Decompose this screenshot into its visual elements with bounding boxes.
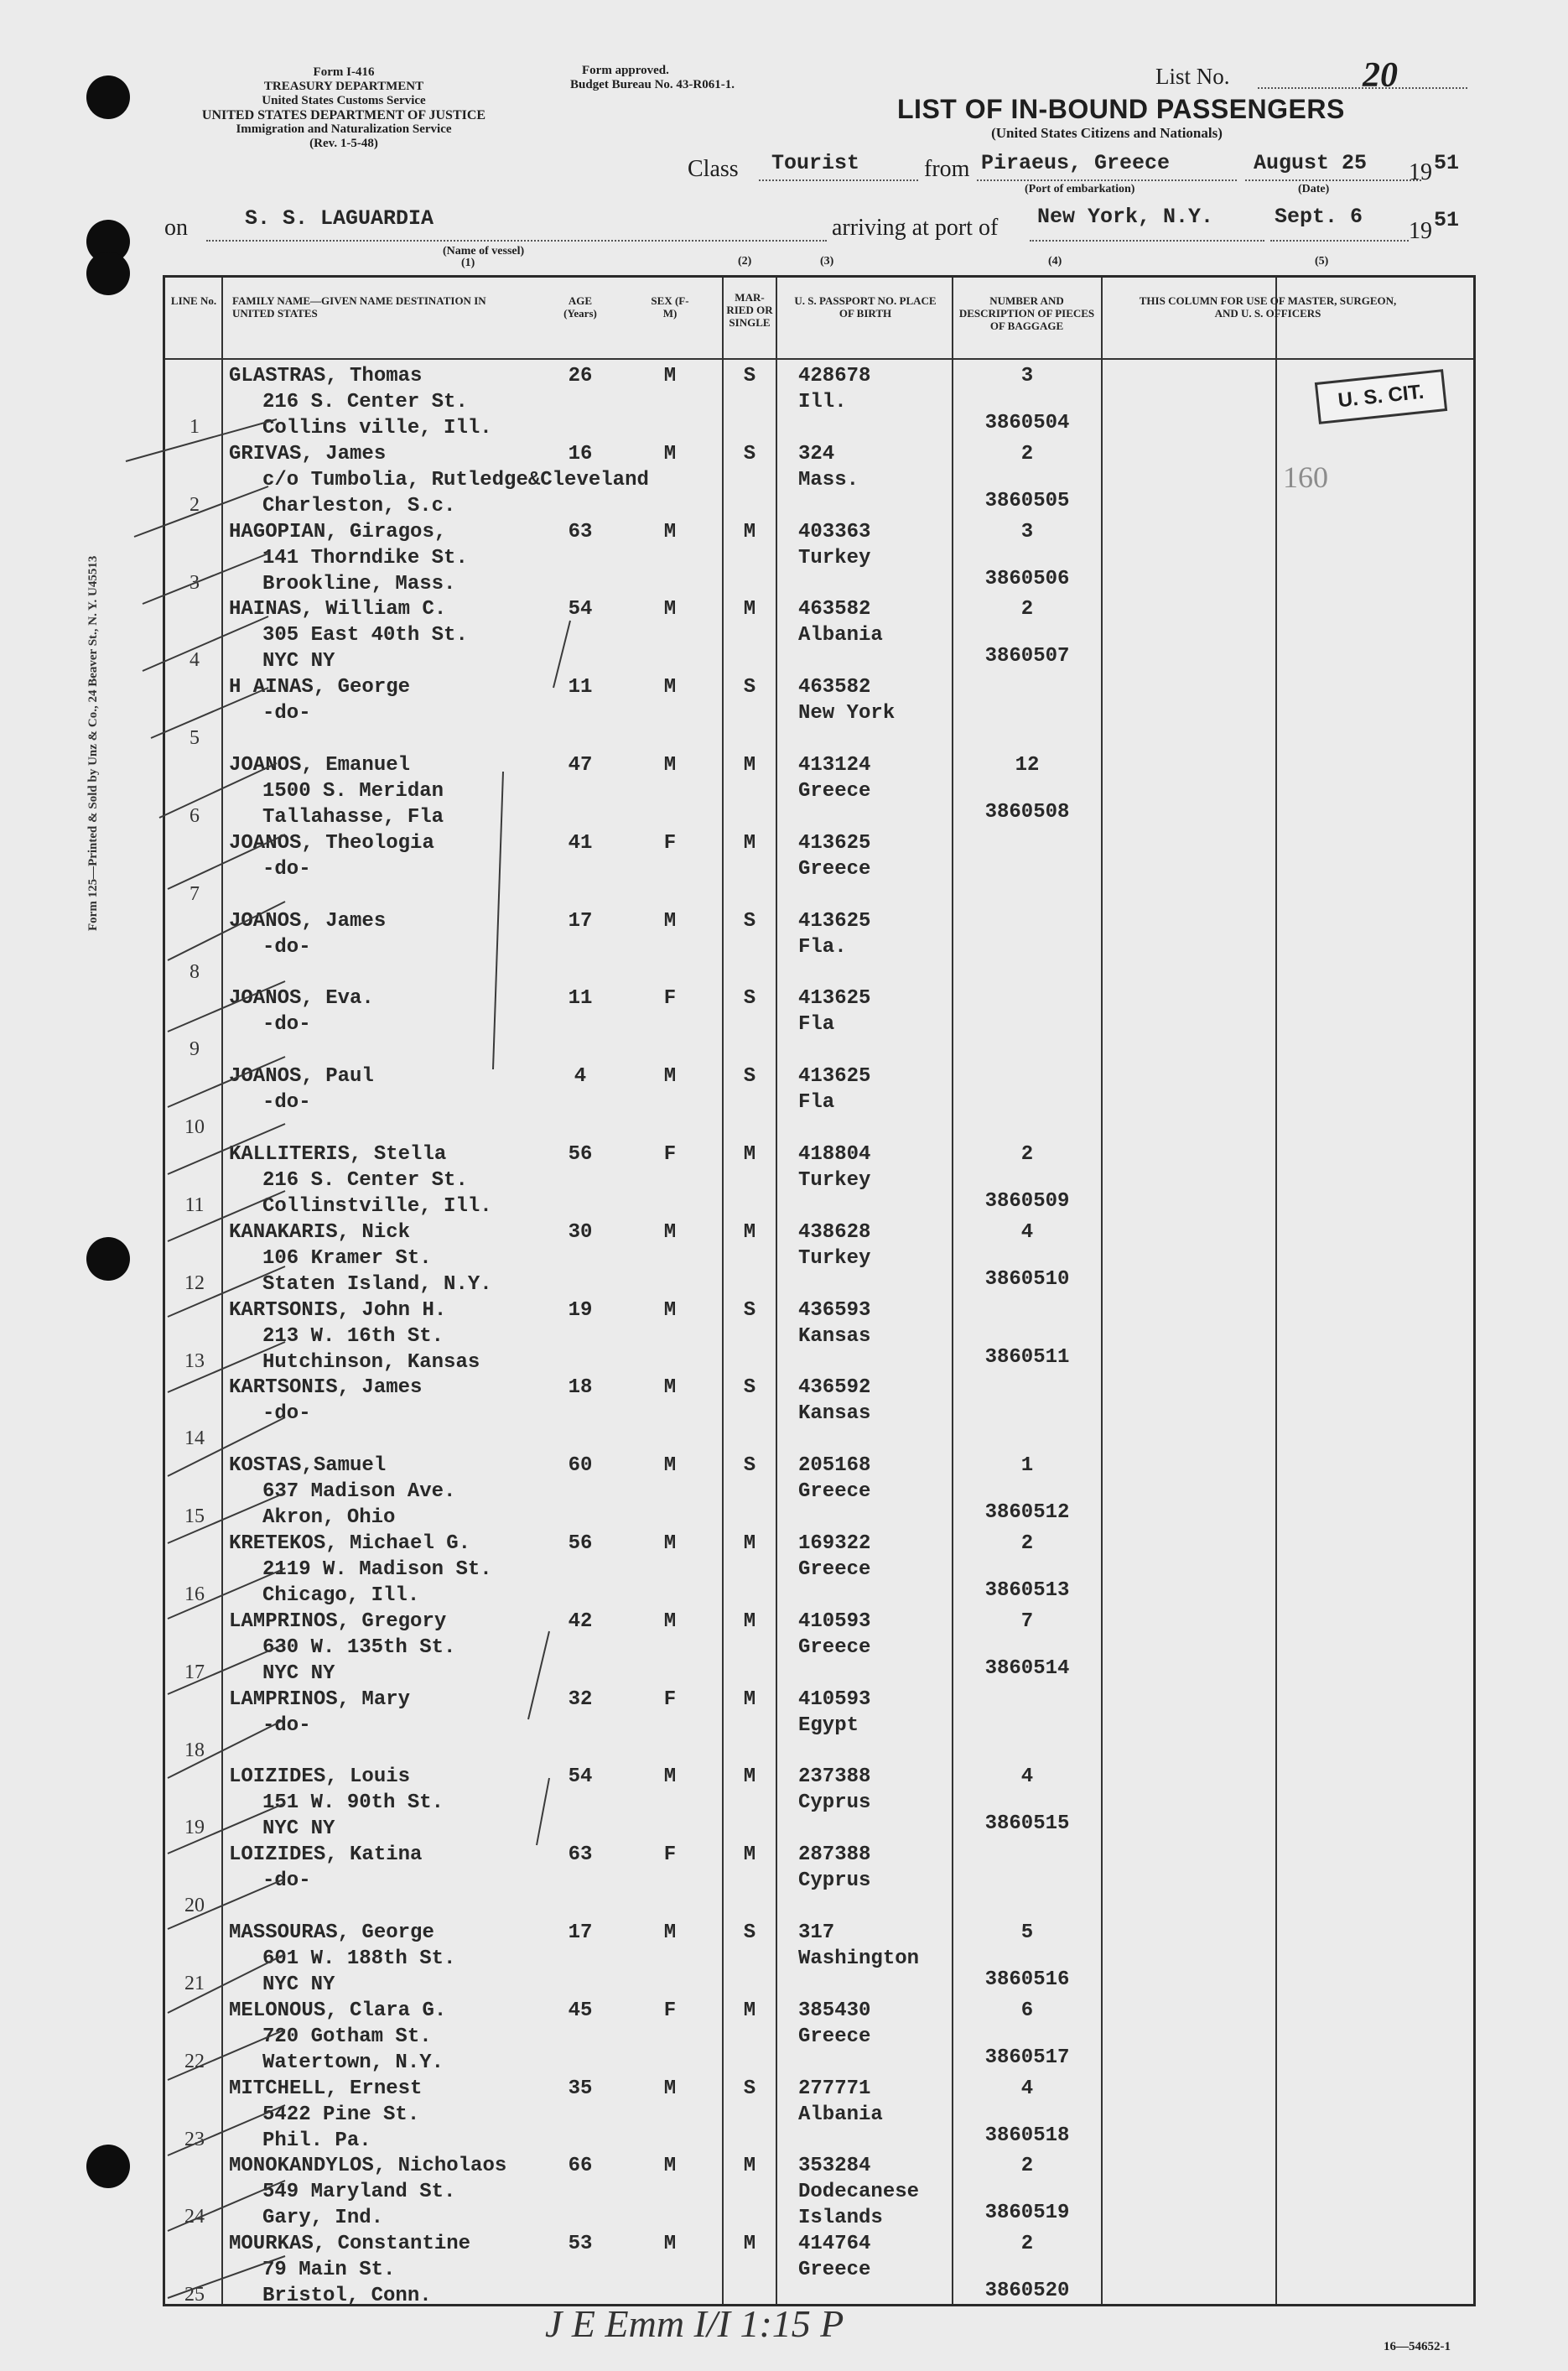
rev-date: (Rev. 1-5-48) [309, 137, 378, 150]
date-value: August 25 [1254, 151, 1368, 175]
baggage-count: 12 [1015, 754, 1040, 777]
sex-value: M [663, 520, 677, 543]
baggage-count: 4 [1020, 2077, 1034, 2100]
line-number: 25 [184, 2284, 205, 2306]
sex-value: M [663, 2233, 677, 2256]
place-of-birth: Fla [798, 1091, 835, 1115]
baggage-ticket: 3860518 [984, 2124, 1070, 2147]
baggage-count: 4 [1020, 1220, 1034, 1244]
line-number: 16 [184, 1583, 205, 1605]
passport-number: 428678 [798, 365, 871, 387]
age-value: 42 [568, 1609, 593, 1633]
colhead-name: FAMILY NAME—GIVEN NAME DESTINATION IN UNITED STATES [232, 294, 486, 320]
passport-number: 277771 [798, 2077, 871, 2100]
passenger-name: HAINAS, William C. [229, 598, 447, 621]
address-line-1: -do- [262, 1091, 311, 1115]
address-line-1: 5422 Pine St. [262, 2103, 420, 2126]
marital-status: S [743, 1376, 756, 1400]
vessel-value: S. S. LAGUARDIA [245, 206, 434, 231]
passenger-name: KANAKARIS, Nick [229, 1220, 411, 1244]
baggage-ticket: 3860505 [984, 489, 1070, 512]
passport-number: 413625 [798, 831, 871, 855]
passenger-name: KALLITERIS, Stella [229, 1143, 447, 1166]
arriving-label: arriving at port of [832, 215, 999, 241]
passport-number: 169322 [798, 1532, 871, 1555]
baggage-ticket: 3860520 [984, 2280, 1070, 2303]
marital-status: M [743, 2155, 756, 2178]
marital-status: M [743, 831, 756, 855]
sex-value: M [663, 1454, 677, 1478]
passenger-name: H AINAS, George [229, 676, 411, 699]
passenger-name: LAMPRINOS, Gregory [229, 1609, 447, 1633]
baggage-ticket: 3860515 [984, 1812, 1070, 1836]
passport-number: 287388 [798, 1843, 871, 1867]
baggage-ticket: 3860511 [984, 1345, 1070, 1369]
ins-service: Immigration and Naturalization Service [236, 122, 452, 136]
marital-status: S [743, 1298, 756, 1322]
address-line-1: 213 W. 16th St. [262, 1324, 444, 1348]
justice-dept: UNITED STATES DEPARTMENT OF JUSTICE [201, 108, 486, 122]
passport-number: 385430 [798, 1999, 871, 2022]
passenger-name: JOANOS, James [229, 909, 387, 933]
place-of-birth: Greece [798, 857, 871, 881]
place-of-birth: Fla [798, 1013, 835, 1037]
line-number: 7 [190, 882, 200, 905]
baggage-count: 5 [1020, 1921, 1034, 1944]
passenger-name: JOANOS, Eva. [229, 987, 374, 1011]
age-value: 60 [568, 1454, 593, 1478]
age-value: 17 [568, 909, 593, 933]
colhead-line: LINE No. [170, 294, 217, 307]
address-line-1: -do- [262, 702, 311, 725]
class-value: Tourist [771, 151, 860, 175]
col-index-1: (1) [461, 257, 475, 269]
age-value: 17 [568, 1921, 593, 1944]
marital-status: S [743, 1921, 756, 1944]
passenger-name: KRETEKOS, Michael G. [229, 1532, 471, 1555]
marital-status: M [743, 1843, 756, 1867]
footer-form-code: 16—54652-1 [1384, 2340, 1451, 2353]
colhead-baggage: NUMBER AND DESCRIPTION OF PIECES OF BAGGAGE [958, 294, 1095, 332]
address-line-1: -do- [262, 1713, 311, 1737]
address-line-1: -do- [262, 857, 311, 881]
passenger-name: LOIZIDES, Louis [229, 1765, 411, 1789]
line-number: 24 [184, 2206, 205, 2228]
address-line-1: 2119 W. Madison St. [262, 1558, 492, 1581]
place-of-birth: New York [798, 702, 896, 725]
address-line-1: 720 Gotham St. [262, 2025, 432, 2048]
baggage-count: 3 [1020, 365, 1034, 387]
sex-value: M [663, 365, 677, 387]
marital-status: M [743, 598, 756, 621]
passenger-name: JOANOS, Emanuel [229, 754, 411, 777]
marital-status: M [743, 2233, 756, 2256]
passport-number: 317 [798, 1921, 835, 1944]
us-citizen-stamp: U. S. CIT. [1315, 369, 1447, 424]
place-of-birth: Albania [798, 2103, 883, 2126]
sex-value: M [663, 1065, 677, 1089]
line-number: 2 [190, 493, 200, 516]
form-approved: Form approved. [582, 64, 669, 77]
line-number: 10 [184, 1116, 205, 1139]
address-line-1: -do- [262, 1869, 311, 1893]
marital-status: M [743, 1687, 756, 1711]
place-of-birth: Turkey [798, 1246, 871, 1270]
sex-value: M [663, 2077, 677, 2100]
address-line-2: Charleston, S.c. [262, 494, 456, 517]
address-line-2: NYC NY [262, 1973, 335, 1996]
passport-number: 418804 [798, 1143, 871, 1166]
age-value: 4 [574, 1065, 587, 1089]
list-number-value: 20 [1363, 56, 1398, 95]
address-line-2: Watertown, N.Y. [262, 2051, 444, 2074]
passenger-name: JOANOS, Paul [229, 1065, 374, 1089]
address-line-2: Staten Island, N.Y. [262, 1272, 492, 1296]
age-value: 41 [568, 831, 593, 855]
passenger-name: MONOKANDYLOS, Nicholaos [229, 2155, 507, 2178]
date-caption: (Date) [1298, 183, 1330, 195]
address-line-2: Chicago, Ill. [262, 1584, 420, 1607]
place-of-birth: Greece [798, 1635, 871, 1659]
address-line-1: 216 S. Center St. [262, 1169, 468, 1192]
age-value: 19 [568, 1298, 593, 1322]
line-number: 18 [184, 1739, 205, 1761]
passenger-name: MASSOURAS, George [229, 1921, 434, 1944]
sex-value: F [663, 1143, 677, 1166]
sex-value: F [663, 1999, 677, 2022]
passenger-name: LOIZIDES, Katina [229, 1843, 423, 1867]
from-label: from [924, 156, 970, 182]
address-line-1: 305 East 40th St. [262, 624, 468, 647]
passenger-name: GRIVAS, James [229, 442, 387, 465]
sex-value: M [663, 1921, 677, 1944]
baggage-ticket: 3860513 [984, 1579, 1070, 1602]
year-value-1: 51 [1434, 151, 1460, 175]
baggage-count: 7 [1020, 1609, 1034, 1633]
sex-value: M [663, 909, 677, 933]
passenger-name: LAMPRINOS, Mary [229, 1687, 411, 1711]
baggage-ticket: 3860514 [984, 1656, 1070, 1680]
age-value: 63 [568, 520, 593, 543]
sex-value: M [663, 1220, 677, 1244]
sex-value: M [663, 1298, 677, 1322]
address-line-1: -do- [262, 1402, 311, 1426]
place-of-birth: Ill. [798, 391, 847, 413]
address-line-1: 106 Kramer St. [262, 1246, 432, 1270]
passport-number: 205168 [798, 1454, 871, 1478]
treasury-dept: TREASURY DEPARTMENT [263, 80, 424, 93]
passport-number: 413625 [798, 909, 871, 933]
baggage-count: 4 [1020, 1765, 1034, 1789]
baggage-count: 2 [1020, 442, 1034, 465]
age-value: 18 [568, 1376, 593, 1400]
place-of-birth: Washington [798, 1947, 920, 1970]
place-of-birth: Albania [798, 624, 883, 647]
passenger-name: KARTSONIS, James [229, 1376, 423, 1400]
address-line-2: Tallahasse, Fla [262, 806, 444, 829]
age-value: 56 [568, 1143, 593, 1166]
address-line-1: 601 W. 188th St. [262, 1947, 456, 1970]
address-line-1: 637 Madison Ave. [262, 1480, 456, 1504]
place-of-birth: Greece [798, 1558, 871, 1581]
baggage-ticket: 3860512 [984, 1501, 1070, 1525]
age-value: 47 [568, 754, 593, 777]
class-label: Class [688, 156, 739, 182]
place-of-birth: Dodecanese [798, 2181, 920, 2204]
line-number: 17 [184, 1661, 205, 1683]
marital-status: M [743, 1609, 756, 1633]
baggage-count: 2 [1020, 2155, 1034, 2178]
age-value: 54 [568, 1765, 593, 1789]
baggage-ticket: 3860507 [984, 645, 1070, 668]
address-line-1: 1500 S. Meridan [262, 780, 444, 803]
address-line-1: 79 Main St. [262, 2259, 396, 2282]
baggage-count: 2 [1020, 2233, 1034, 2256]
age-value: 66 [568, 2155, 593, 2178]
age-value: 54 [568, 598, 593, 621]
age-value: 53 [568, 2233, 593, 2256]
place-of-birth: Cyprus [798, 1791, 871, 1815]
address-line-2: NYC NY [262, 1661, 335, 1685]
passenger-name: MOURKAS, Constantine [229, 2233, 471, 2256]
vessel-caption: (Name of vessel) [443, 245, 525, 257]
passenger-name: MITCHELL, Ernest [229, 2077, 423, 2100]
line-number: 23 [184, 2128, 205, 2150]
line-number: 4 [190, 649, 200, 672]
marital-status: S [743, 1065, 756, 1089]
line-number: 15 [184, 1505, 205, 1528]
place-of-birth: Turkey [798, 1169, 871, 1192]
sex-value: M [663, 2155, 677, 2178]
port-embark-caption: (Port of embarkation) [1025, 183, 1135, 195]
line-number: 12 [184, 1271, 205, 1294]
age-value: 11 [568, 987, 593, 1011]
age-value: 26 [568, 365, 593, 387]
line-number: 14 [184, 1427, 205, 1450]
colhead-officers: THIS COLUMN FOR USE OF MASTER, SURGEON, AND U. S. OFFICERS [1139, 294, 1397, 320]
age-value: 35 [568, 2077, 593, 2100]
line-number: 8 [190, 960, 200, 983]
sex-value: M [663, 598, 677, 621]
baggage-ticket: 3860517 [984, 2046, 1070, 2069]
age-value: 32 [568, 1687, 593, 1711]
sex-value: M [663, 1376, 677, 1400]
passport-number: 353284 [798, 2155, 871, 2178]
marital-status: S [743, 676, 756, 699]
age-value: 63 [568, 1843, 593, 1867]
sex-value: M [663, 1532, 677, 1555]
on-label: on [164, 215, 188, 241]
age-value: 45 [568, 1999, 593, 2022]
place-of-birth: Kansas [798, 1324, 871, 1348]
address-line-2: NYC NY [262, 1817, 335, 1841]
place-of-birth: Greece [798, 2025, 871, 2048]
colhead-sex: SEX (F-M) [651, 294, 689, 320]
passenger-name: MELONOUS, Clara G. [229, 1999, 447, 2022]
baggage-ticket: 3860508 [984, 801, 1070, 824]
line-number: 11 [184, 1194, 205, 1216]
marital-status: S [743, 365, 756, 387]
side-print-text: Form 125—Printed & Sold by Unz & Co., 24 Beaver St., N. Y. U45513 [86, 555, 100, 931]
address-line-1: 151 W. 90th St. [262, 1791, 444, 1815]
address-line-1: -do- [262, 935, 311, 959]
sex-value: M [663, 1609, 677, 1633]
place-of-birth: Cyprus [798, 1869, 871, 1893]
baggage-ticket: 3860509 [984, 1190, 1070, 1213]
sex-value: M [663, 754, 677, 777]
place-of-birth: Turkey [798, 546, 871, 569]
place-of-birth: Greece [798, 2259, 871, 2282]
address-line-1: c/o Tumbolia, Rutledge&Cleveland [262, 468, 649, 491]
baggage-ticket: 3860519 [984, 2202, 1070, 2225]
arrival-port: New York, N.Y. [1037, 205, 1214, 229]
marital-status: S [743, 2077, 756, 2100]
page-subtitle: (United States Citizens and Nationals) [991, 125, 1223, 141]
marital-status: M [743, 1765, 756, 1789]
baggage-count: 1 [1020, 1454, 1034, 1478]
passenger-name: JOANOS, Theologia [229, 831, 434, 855]
customs-service: United States Customs Service [262, 94, 426, 107]
age-value: 56 [568, 1532, 593, 1555]
place-of-birth-2: Islands [798, 2207, 883, 2230]
marital-status: S [743, 909, 756, 933]
marital-status: M [743, 1143, 756, 1166]
col-index-2: (2) [738, 255, 752, 268]
baggage-count: 2 [1020, 1532, 1034, 1555]
address-line-2: Hutchinson, Kansas [262, 1350, 480, 1374]
line-number: 5 [190, 727, 200, 750]
marital-status: M [743, 1532, 756, 1555]
passenger-name: KOSTAS,Samuel [229, 1454, 387, 1478]
passport-number: 438628 [798, 1220, 871, 1244]
line-number: 19 [184, 1817, 205, 1839]
passport-number: 463582 [798, 676, 871, 699]
baggage-count: 6 [1020, 1999, 1034, 2022]
sex-value: M [663, 676, 677, 699]
annotation-number: 160 [1283, 460, 1328, 494]
line-number: 3 [190, 571, 200, 594]
passport-number: 410593 [798, 1609, 871, 1633]
marital-status: S [743, 442, 756, 465]
place-of-birth: Kansas [798, 1402, 871, 1426]
col-index-4: (4) [1048, 255, 1062, 268]
colhead-passport: U. S. PASSPORT NO. PLACE OF BIRTH [794, 294, 937, 320]
sex-value: F [663, 1687, 677, 1711]
marital-status: M [743, 520, 756, 543]
line-number: 6 [190, 805, 200, 827]
year-value-2: 51 [1434, 208, 1460, 232]
sex-value: F [663, 987, 677, 1011]
passport-number: 324 [798, 442, 835, 465]
colhead-age: AGE (Years) [563, 294, 597, 320]
line-number: 1 [190, 416, 200, 438]
line-number: 21 [184, 1973, 205, 1994]
form-number: Form I-416 [313, 65, 375, 79]
from-value: Piraeus, Greece [981, 151, 1171, 175]
line-number: 22 [184, 2050, 205, 2072]
address-line-2: Bristol, Conn. [262, 2285, 432, 2308]
passport-number: 237388 [798, 1765, 871, 1789]
page-title: LIST OF IN-BOUND PASSENGERS [897, 94, 1345, 124]
sex-value: F [663, 831, 677, 855]
marital-status: M [743, 754, 756, 777]
passport-number: 413124 [798, 754, 871, 777]
address-line-2: Collinstville, Ill. [262, 1195, 492, 1218]
passport-number: 463582 [798, 598, 871, 621]
list-number-label: List No. [1155, 64, 1230, 89]
passenger-name: GLASTRAS, Thomas [229, 365, 423, 387]
line-number: 20 [184, 1895, 205, 1917]
place-of-birth: Greece [798, 780, 871, 803]
place-of-birth: Mass. [798, 468, 859, 491]
passport-number: 413625 [798, 1065, 871, 1089]
sex-value: M [663, 1765, 677, 1789]
address-line-1: 216 S. Center St. [262, 391, 468, 413]
year-prefix-2: 19 [1409, 218, 1432, 244]
footer-handwriting: J E Emm I/I 1:15 P [545, 2302, 844, 2345]
passport-number: 413625 [798, 987, 871, 1011]
place-of-birth: Greece [798, 1480, 871, 1504]
baggage-ticket: 3860506 [984, 567, 1070, 590]
sex-value: M [663, 442, 677, 465]
colhead-married: MAR-RIED OR SINGLE [726, 291, 773, 329]
baggage-count: 3 [1020, 520, 1034, 543]
sex-value: F [663, 1843, 677, 1867]
address-line-2: Gary, Ind. [262, 2207, 384, 2230]
address-line-2: Collins ville, Ill. [262, 417, 492, 439]
passenger-name: HAGOPIAN, Giragos, [229, 520, 447, 543]
place-of-birth: Fla. [798, 935, 847, 959]
address-line-1: 141 Thorndike St. [262, 546, 468, 569]
address-line-1: 630 W. 135th St. [262, 1635, 456, 1659]
age-value: 11 [568, 676, 593, 699]
address-line-2: Phil. Pa. [262, 2129, 371, 2152]
col-index-5: (5) [1315, 255, 1329, 268]
place-of-birth: Egypt [798, 1713, 859, 1737]
address-line-1: 549 Maryland St. [262, 2181, 456, 2204]
line-number: 13 [184, 1349, 205, 1372]
col-index-3: (3) [820, 255, 834, 268]
arrival-date: Sept. 6 [1275, 205, 1363, 229]
passport-number: 436593 [798, 1298, 871, 1322]
age-value: 30 [568, 1220, 593, 1244]
baggage-ticket: 3860516 [984, 1968, 1070, 1991]
baggage-count: 2 [1020, 1143, 1034, 1166]
address-line-2: NYC NY [262, 650, 335, 673]
baggage-ticket: 3860510 [984, 1267, 1070, 1291]
budget-bureau: Budget Bureau No. 43-R061-1. [570, 78, 735, 91]
baggage-ticket: 3860504 [984, 412, 1070, 434]
marital-status: S [743, 987, 756, 1011]
address-line-2: Brookline, Mass. [262, 572, 456, 595]
passenger-name: KARTSONIS, John H. [229, 1298, 447, 1322]
passport-number: 436592 [798, 1376, 871, 1400]
marital-status: M [743, 1999, 756, 2022]
marital-status: M [743, 1220, 756, 1244]
passport-number: 403363 [798, 520, 871, 543]
line-number: 9 [190, 1038, 200, 1061]
address-line-2: Akron, Ohio [262, 1506, 396, 1530]
year-prefix-1: 19 [1409, 159, 1432, 185]
marital-status: S [743, 1454, 756, 1478]
baggage-count: 2 [1020, 598, 1034, 621]
passport-number: 414764 [798, 2233, 871, 2256]
age-value: 16 [568, 442, 593, 465]
passport-number: 410593 [798, 1687, 871, 1711]
address-line-1: -do- [262, 1013, 311, 1037]
